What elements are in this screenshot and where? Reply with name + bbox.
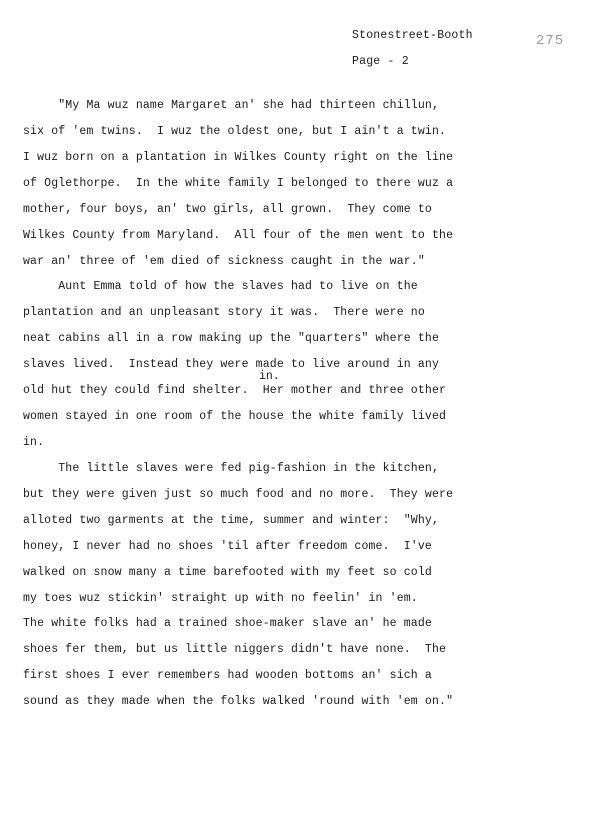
text-line: but they were given just so much food and no more. They were	[23, 488, 454, 501]
text-line: The white folks had a trained shoe-maker slave an' he made	[23, 617, 432, 630]
document-title: Stonestreet-Booth	[352, 29, 473, 42]
text-line: honey, I never had no shoes 'til after freedom come. I've	[23, 540, 432, 553]
text-line: "My Ma wuz name Margaret an' she had thirteen chillun,	[23, 99, 440, 112]
text-line: six of 'em twins. I wuz the oldest one, but I ain't a twin.	[23, 125, 447, 138]
text-line: mother, four boys, an' two girls, all grown. They come to	[23, 203, 432, 216]
text-line: walked on snow many a time barefooted with my feet so cold	[23, 566, 432, 579]
text-line: I wuz born on a plantation in Wilkes County right on the line	[23, 151, 454, 164]
text-line: shoes fer them, but us little niggers didn't have none. The	[23, 643, 447, 656]
text-line: The little slaves were fed pig-fashion in the kitchen,	[23, 462, 440, 475]
page-stamp: 275	[536, 33, 565, 49]
text-line: sound as they made when the folks walked 'round with 'em on."	[23, 695, 454, 708]
text-line: plantation and an unpleasant story it was. There were no	[23, 306, 425, 319]
text-line: war an' three of 'em died of sickness caught in the war."	[23, 255, 425, 268]
text-line: of Oglethorpe. In the white family I belonged to there wuz a	[23, 177, 454, 190]
text-line: Wilkes County from Maryland. All four of the men went to the	[23, 229, 454, 242]
text-line: my toes wuz stickin' straight up with no feelin' in 'em.	[23, 592, 418, 605]
text-line: Aunt Emma told of how the slaves had to live on the	[23, 280, 418, 293]
text-line: alloted two garments at the time, summer and winter: "Why,	[23, 514, 440, 527]
text-line: in.	[23, 436, 45, 449]
text-line: slaves lived. Instead they were made to live around in any	[23, 358, 440, 371]
text-line: first shoes I ever remembers had wooden bottoms an' sich a	[23, 669, 432, 682]
handwritten-insertion: in.	[259, 370, 280, 383]
text-line: neat cabins all in a row making up the "quarters" where the	[23, 332, 440, 345]
text-line: old hut they could find shelter. Her mother and three other	[23, 384, 447, 397]
text-line: women stayed in one room of the house the white family lived	[23, 410, 447, 423]
page-number: Page - 2	[352, 55, 409, 68]
